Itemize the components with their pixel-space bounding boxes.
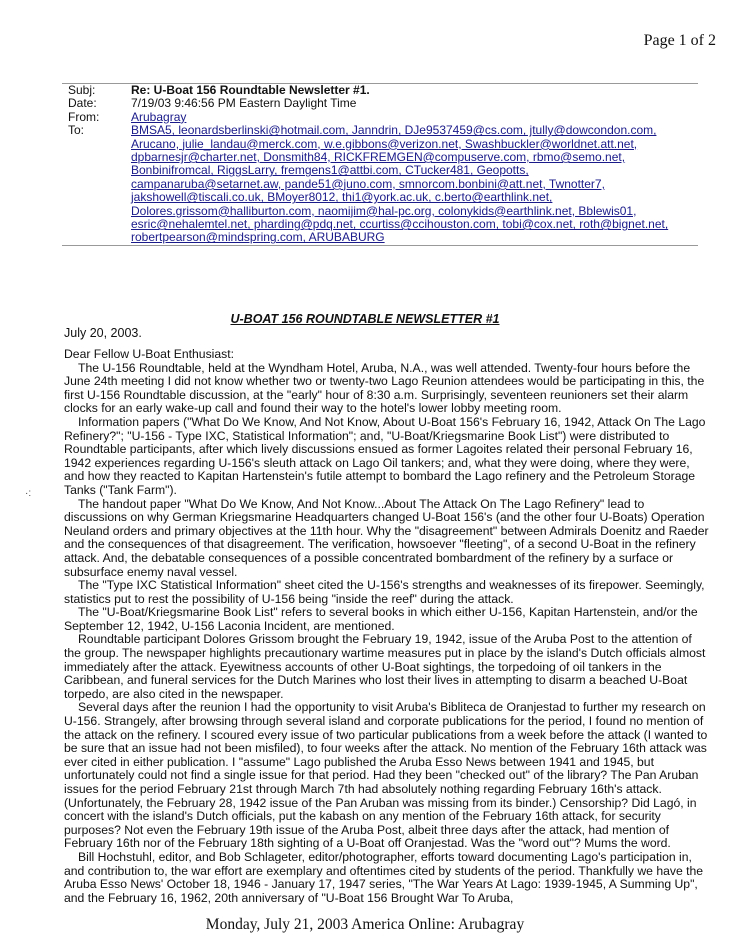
newsletter-date: July 20, 2003. — [64, 326, 142, 340]
recipient-line[interactable]: campanaruba@setarnet.aw, pande51@juno.com, smnorcom.bonbini@att.net, Twnotter7, — [131, 176, 605, 191]
newsletter-body — [64, 348, 710, 905]
salutation: Dear Fellow U-Boat Enthusiast: — [64, 347, 235, 361]
recipient-line[interactable]: robertpearson@mindspring.com, ARUBABURG — [131, 230, 385, 245]
paragraph: The U-156 Roundtable, held at the Wyndham Hotel, Aruba, N.A., was well attended. Twenty-four hours before the June 24th meeting I did not know whether two or twenty-two Lago Reunion attendees would be participating in this, the first U-156 Roundtable discussion, at the "early" hour of 8:30 a.m. Surprisingly, seventeen reunioners set their alarm clocks for an early wake-up call and found their way to the hotel's lower lobby meeting room. — [64, 360, 705, 416]
recipient-line[interactable]: BMSA5, leonardsberlinski@hotmail.com, Janndrin, DJe9537459@cs.com, jtully@dowcondon.com, — [131, 123, 657, 138]
page-footer: Monday, July 21, 2003 America Online: Arubagray — [205, 916, 525, 933]
paragraph: Information papers ("What Do We Know, And Not Know, About U-Boat 156's February 16, 1942, Attack On The Lago Refinery?"; "U-156 - Type IXC, Statistical Information"; and, "U-Boat/Kriegsmarine Book List") were distributed to Roundtable participants, after which lively discussions ensued as former Lagoites related their personal February 16, 1942 experiences regarding U-156's sleuth attack on Lago Oil tankers; and, what they were doing, where they were, and how they reacted to Kapitan Hartenstein's futile attempt to bombard the Lago refinery and the Petroleum Storage Tanks ("Tank Farm"). — [64, 414, 706, 497]
margin-mark: ·: — [25, 488, 32, 499]
from-link[interactable]: Arubagray — [131, 109, 187, 124]
subject-value: Re: U-Boat 156 Roundtable Newsletter #1. — [131, 83, 370, 97]
recipient-line[interactable]: Dolores.grissom@halliburton.com, naomijim@hal-pc.org, colonykids@earthlink.net, Bblewis01, — [131, 203, 637, 218]
paragraph: Roundtable participant Dolores Grissom brought the February 19, 1942, issue of the Aruba Post to the attention of the group. The newspaper highlights precautionary wartime measures put in place by the island's Dutch officials almost immediately after the attack. Eyewitness accounts of other U-Boat sightings, the torpedoing of oil tankers in the Caribbean, and funeral services for the Dutch Marines who lost their lives in attempting to disarm a beached U-Boat torpedo, are also cited in the newspaper. — [64, 632, 706, 701]
paragraph: Several days after the reunion I had the opportunity to visit Aruba's Bibliteca de Oranjestad to further my research on U-156. Strangely, after browsing through several island and corporate publications for the period, I found no mention of the attack on the refinery. I scoured every issue of two particular publications from a week before the attack (I wanted to be sure that an issue had not been misfiled), to four weeks after the attack. No mention of the February 16th attack was ever cited in either publication. I "assume" Lago published the Aruba Esso News between 1941 and 1945, but unfortunately could not find a single issue for that period. Had they been "checked out" of the library? The Pan Aruban issues for the period February 21st through March 7th had absolutely nothing regarding February 16th's attack. (Unfortunately, the February 28, 1942 issue of the Pan Aruban was missing from its binder.) Censorship? Did Lagó, in concert with the island's Dutch officials, put the kabash on any mention of the February 16th attack, for security purposes? Not even the February 19th issue of the Aruba Post, albeit three days after the attack, had mention of February 16th nor of the February 18th sighting of a U-Boat off Oranjestad. Was the "word out"? Mums the word. — [64, 700, 708, 851]
page-number: Page 1 of 2 — [643, 32, 716, 49]
to-label: To: — [68, 123, 85, 138]
newsletter-title: U-BOAT 156 ROUNDTABLE NEWSLETTER #1 — [230, 312, 500, 326]
recipient-line[interactable]: Bonbinifromcal, RiggsLarry, fremgens1@attbi.com, CTucker481, Geopotts, — [131, 163, 529, 178]
from-row — [62, 111, 698, 124]
date-row — [62, 97, 698, 110]
recipient-list — [131, 124, 698, 245]
date-value: 7/19/03 9:46:56 PM Eastern Daylight Time — [131, 96, 357, 111]
subject-row — [62, 84, 698, 97]
paragraph: Bill Hochstuhl, editor, and Bob Schlageter, editor/photographer, efforts toward documenting Lago's participation in, and contribution to, the war effort are exemplary and oftentimes cited by students of the period. Thankfully we have the Aruba Esso News' October 18, 1946 - January 17, 1947 series, "The War Years At Lago: 1939-1945, A Summing Up", and the February 16, 1962, 20th anniversary of "U-Boat 156 Brought War To Aruba, — [64, 849, 704, 905]
paragraph: The handout paper "What Do We Know, And Not Know...About The Attack On The Lago Refinery" lead to discussions on why German Kriegsmarine Headquarters changed U-Boat 156's (and the other four U-Boats) Operation Neuland orders and primary objectives at the 11th hour. Why the "disagreement" between Admirals Doenitz and Raeder and the consequences of that disagreement. The verification, howsoever "fleeting", of a second U-Boat in the refinery attack. And, the debatable consequences of a possible concentrated bombardment of the refinery by a surface or subsurface enemy naval vessel. — [64, 496, 709, 579]
date-label: Date: — [68, 96, 97, 111]
paragraph: The "Type IXC Statistical Information" sheet cited the U-156's strengths and weaknesses of its firepower. Seemingly, statistics put to rest the possibility of U-156 being "inside the reef" during the attack. — [64, 578, 705, 606]
recipient-line[interactable]: dpbarnesjr@charter.net, Donsmith84, RICKFREMGEN@compuserve.com, rbmo@semo.net, — [131, 150, 626, 165]
paragraph: The "U-Boat/Kriegsmarine Book List" refers to several books in which either U-156, Kapitan Hartenstein, and/or the September 12, 1942, U-156 Laconia Incident, are mentioned. — [64, 605, 698, 633]
recipient-line[interactable]: Arucano, julie_landau@merck.com, w.e.gibbons@verizon.net, Swashbuckler@worldnet.att.net, — [131, 136, 638, 151]
to-row — [62, 124, 698, 245]
from-label: From: — [68, 109, 100, 124]
recipient-line[interactable]: esric@nehalemtel.net, pharding@pdq.net, ccurtiss@ccihouston.com, tobi@cox.net, roth@bignet.net, — [131, 217, 669, 232]
email-header — [62, 83, 698, 246]
recipient-line[interactable]: jakshowell@tiscali.co.uk, BMoyer8012, thi1@york.ac.uk, c.berto@earthlink.net, — [131, 190, 553, 205]
subject-label: Subj: — [68, 83, 96, 97]
